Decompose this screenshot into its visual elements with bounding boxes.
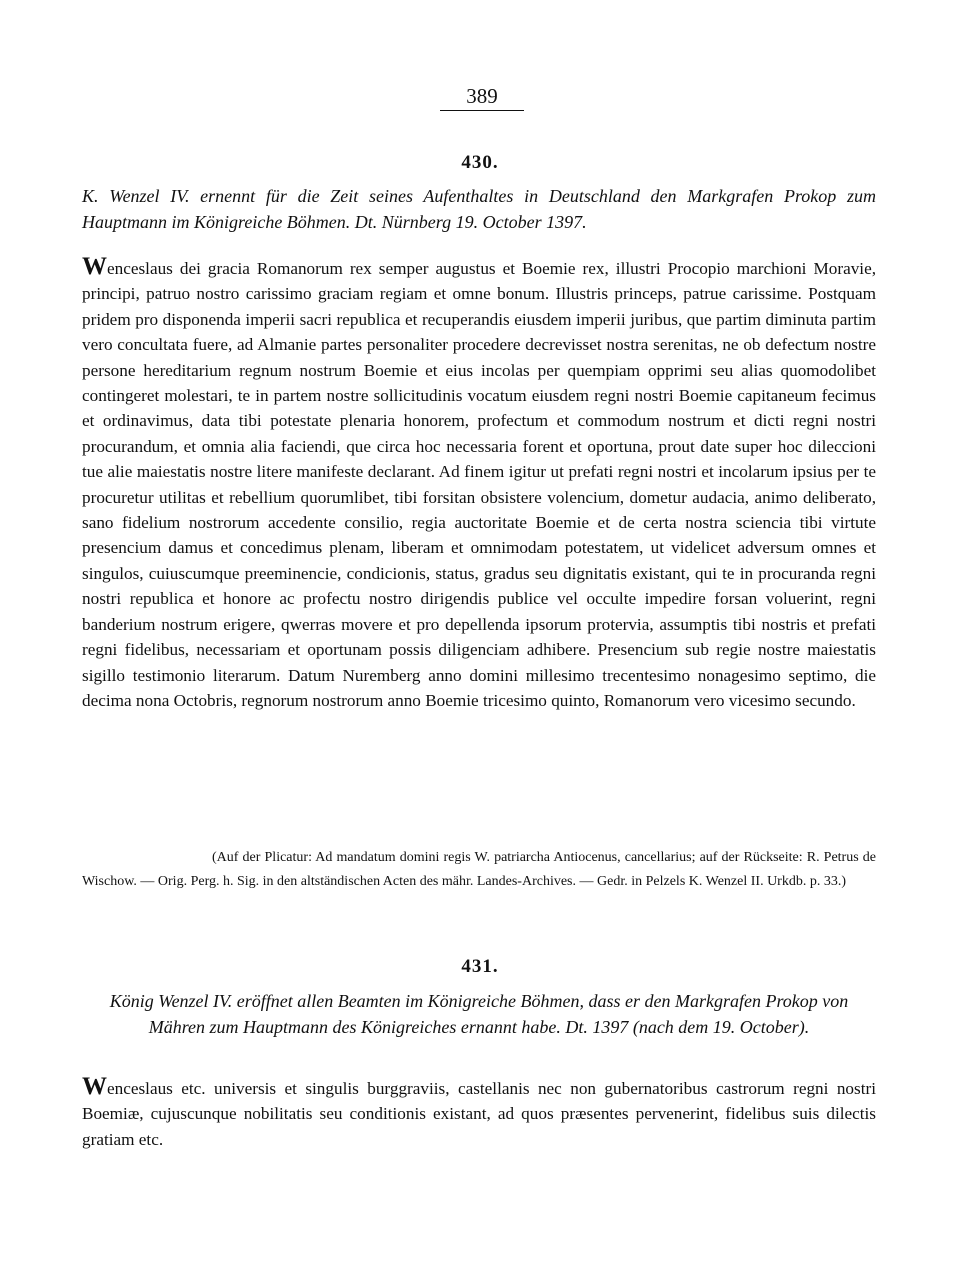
document-number-431: 431. <box>461 956 499 977</box>
charter-text-body: enceslaus dei gracia Romanorum rex semper augustus et Boemie rex, illustri Procopio marchioni Moravie, principi, patruo nostro carissimo graciam regiam et omne bonum. Illustris princeps, patrue carissime. Postquam pridem pro disponenda imperii sacri republica et recuperandis eiusdem imperii juribus, que partim diminuta partim vero concultata fuere, ad Almanie partes personaliter procedere decrevisset nostra serenitas, ne ob defectum nostre persone hereditarium regnum nostrum Boemie et eius incolas per quempiam opprimi seu alias quomodolibet contingeret molestari, te in partem nostre sollicitudinis vocatum eiusdem regni nostri Boemie capitaneum fecimus et ordinavimus, data tibi potestate plenaria honorem, profectum et commodum nostrum et dicti regni nostri procurandum, et omnia alia faciendi, que circa hoc necessaria forent et oportuna, prout date super hoc dileccioni tue alie maiestatis nostre litere manifeste declarant. Ad finem igitur ut prefati regni nostri et incolarum ipsius per te procuretur utilitas et rebellium quorumlibet, tibi forsitan obsistere volencium, dometur audacia, animo deliberato, sano fidelium nostrorum accedente consilio, regia auctoritate Boemie et de certa nostra sciencia tibi virtute presencium damus et concedimus plenam, liberam et omnimodam potestatem, ut videlicet adversum omnes et singulos, cuiuscumque preeminencie, condicionis, status, gradus seu dignitatis existant, qui te in procuranda regni nostri republica et honore ac profectu nostro dirigendis publice vel occulte impedire forsan voluerint, regni banderium nostrum erigere, qwerras movere et pro depellenda ipsorum protervia, assumptis tibi nostris et prefati regni fidelibus, necessariam et oportunam possis diligenciam adhibere. Presencium sub regie nostre maiestatis sigillo testimonio literarum. Datum Nuremberg anno domini millesimo trecentesimo nonagesimo septimo, die decima nona Octobris, regnorum nostrorum anno Boemie tricesimo quinto, Romanorum vero vicesimo secundo. <box>82 259 876 710</box>
editorial-note-430 <box>82 846 876 893</box>
initial-letter: W <box>82 253 107 280</box>
initial-letter: W <box>82 1073 107 1100</box>
regest-431: König Wenzel IV. eröffnet allen Beamten im Königreiche Böhmen, dass er den Markgrafen Prokop von Mähren zum Hauptmann des Königreiches ernannt habe. Dt. 1397 (nach dem 19. October). <box>109 991 849 1037</box>
editorial-note-text: (Auf der Plicatur: Ad mandatum domini regis W. patriarcha Antiocenus, cancellarius; auf der Rückseite: R. Petrus de Wischow. — Orig. Perg. h. Sig. in den altständischen Acten des mähr. Landes-Archives. — Gedr. in Pelzels K. Wenzel II. Urkdb. p. 33.) <box>82 850 876 889</box>
document-number-430: 430. <box>461 152 499 173</box>
page-number-rule <box>440 110 524 111</box>
charter-text-431 <box>82 1073 876 1152</box>
page-number: 389 <box>466 84 498 108</box>
charter-text-430 <box>82 253 876 713</box>
charter-text-body: enceslaus etc. universis et singulis burggraviis, castellanis nec non gubernatoribus castrorum regni nostri Boemiæ, cujuscunque nobilitatis seu conditionis existant, ad quos præsentes pervenerint, fidelibus suis dilectis gratiam etc. <box>82 1079 876 1149</box>
regest-430: K. Wenzel IV. ernennt für die Zeit seines Aufenthaltes in Deutschland den Markgrafen Prokop zum Hauptmann im Königreiche Böhmen. Dt. Nürnberg 19. October 1397. <box>82 186 876 232</box>
